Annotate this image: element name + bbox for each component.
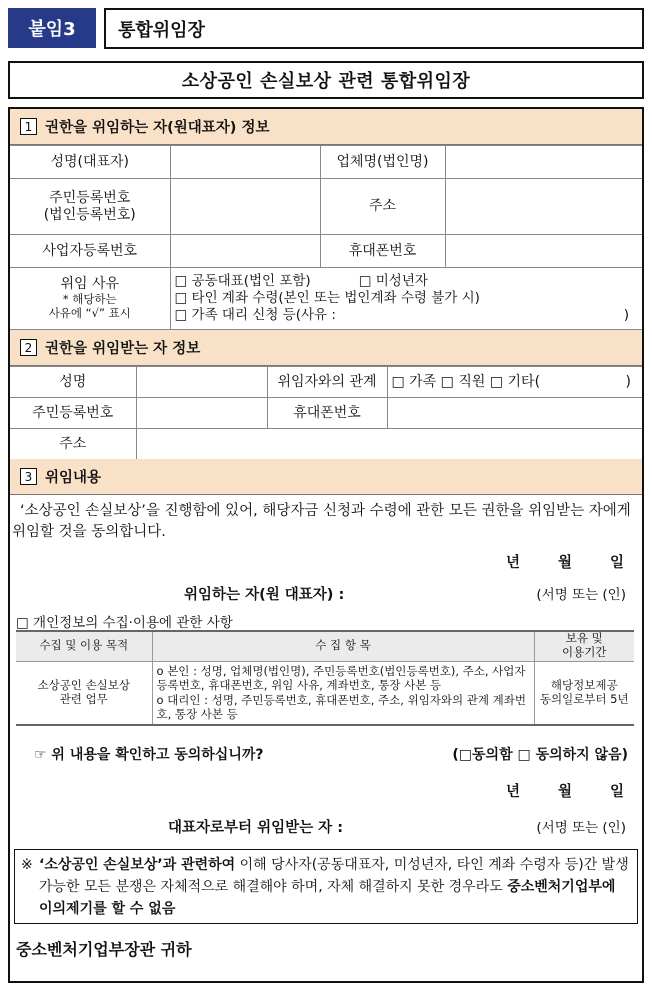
section2-header [10,330,642,366]
privacy-header-purpose: 수집 및 이용 목적 [16,631,152,661]
date-row-1 [10,551,642,572]
delegatee-rrn-label: 주민등록번호 [10,398,136,429]
notice-body: 이해 당사자(공동대표자, 미성년자, 타인 계좌 수령자 등)간 발생 가능한 모든 분쟁은 자체적으로 해결해야 하며, 자체 해결하지 못한 경우라도 [39,857,629,895]
privacy-header-period-2: 이용기간 [562,645,607,660]
delegatee-phone-label: 휴대폰번호 [267,398,387,429]
privacy-purpose-2: 관련 업무 [59,691,108,706]
privacy-purpose-cell [16,661,152,725]
privacy-period-1: 해당정보제공 [550,677,618,692]
reason-label: 위임 사유 [60,276,120,293]
bizno-label: 사업자등록번호 [10,235,170,268]
privacy-header-period-1: 보유 및 [565,631,603,646]
rrn-label [10,179,170,235]
reason-label-cell [10,268,170,330]
privacy-item-self: o 본인 : 성명, 업체명(법인명), 주민등록번호(법인등록번호), 주소, 사업자등록번호, 휴대폰번호, 위임 사유, 계좌번호, 통장 사본 등 [156,663,526,692]
date-month: 월 [557,555,572,571]
consent-question: ☞ 위 내용을 확인하고 동의하십니까? [34,747,264,763]
section2-title: 권한을 위임받는 자 정보 [45,341,201,357]
rrn-label-line2: (법인등록번호) [43,206,136,223]
date2-day: 일 [609,784,624,800]
delegator-address-field[interactable] [445,179,642,235]
delegatee-info-table [10,366,642,460]
delegator-name-label: 성명(대표자) [10,146,170,179]
section3-number: 3 [20,468,37,485]
delegatee-name-label: 성명 [10,367,136,398]
delegatee-name-field[interactable] [136,367,267,398]
reason-option-minor[interactable]: □ 미성년자 [358,273,428,289]
relation-row [392,374,640,391]
notice-bold-tail: 중소벤처기업부에 이의제기를 할 수 없음 [39,879,616,917]
relation-options [387,367,642,398]
delegator-rrn-field[interactable] [170,179,320,235]
attachment-badge: 붙임3 [8,8,96,48]
delegatee-sign-note: (서명 또는 (인) [536,820,626,836]
reason-option-other-account[interactable]: □ 타인 계좌 수령(본인 또는 법인계좌 수령 불가 시) [174,290,480,306]
consent-options[interactable]: (□동의함 □ 동의하지 않음) [452,747,628,763]
delegator-sign-row [10,583,642,604]
privacy-header-period [534,631,634,661]
company-name-field[interactable] [445,146,642,179]
privacy-period-cell [534,661,634,725]
form-frame [8,107,644,983]
delegator-sign-label: 위임하는 자(원 대표자) : [184,587,345,603]
delegator-phone-label: 휴대폰번호 [320,235,445,268]
delegator-name-field[interactable] [170,146,320,179]
delegatee-phone-field[interactable] [387,398,642,429]
document-title: 소상공인 손실보상 관련 통합위임장 [8,61,644,99]
addressee: 중소벤처기업부장관 귀하 [16,940,192,959]
reason-row-3 [175,307,640,324]
privacy-period-2: 동의일로부터 5년 [539,691,629,706]
relation-label: 위임자와의 관계 [267,367,387,398]
delegation-paragraph: ‘소상공인 손실보상’을 진행함에 있어, 해당자금 신청과 수령에 관한 모든 권한을 위임받는 자에게 위임할 것을 동의합니다. [12,503,631,540]
section1-header [10,109,642,145]
date2-year: 년 [505,784,520,800]
privacy-header-items: 수 집 항 목 [152,631,534,661]
section2-number: 2 [20,339,37,356]
bizno-field[interactable] [170,235,320,268]
relation-option-list[interactable]: □ 가족 □ 직원 □ 기타( [391,373,541,390]
company-name-label: 업체명(법인명) [320,146,445,179]
privacy-items-cell [152,661,534,725]
reason-options [170,268,642,330]
section1-title: 권한을 위임하는 자(원대표자) 정보 [45,120,270,136]
reason-close-paren: ) [623,307,629,323]
section1-number: 1 [20,118,37,135]
delegator-phone-field[interactable] [445,235,642,268]
notice-bold-lead: ‘소상공인 손실보상’과 관련하여 [39,857,236,873]
address-label: 주소 [320,179,445,235]
dispute-notice [14,849,638,924]
consent-row [10,744,642,764]
delegator-sign-note: (서명 또는 (인) [536,587,626,603]
privacy-purpose-1: 소상공인 손실보상 [37,677,131,692]
reason-sub-2: 사유에 “√” 표시 [48,305,131,320]
reason-option-joint[interactable]: □ 공동대표(법인 포함) [174,273,311,289]
date-row-2 [10,780,642,801]
privacy-title: □ 개인정보의 수집·이용에 관한 사항 [16,615,233,631]
delegatee-rrn-field[interactable] [136,398,267,429]
reason-row-1 [175,273,640,290]
delegatee-sign-row [10,816,642,837]
relation-close-paren: ) [625,373,631,390]
date2-month: 월 [557,784,572,800]
section3-title: 위임내용 [45,470,102,486]
delegatee-sign-label: 대표자로부터 위임받는 자 : [168,820,344,836]
section3-header [10,459,642,495]
delegation-paragraph-wrap [10,501,642,543]
reason-option-family[interactable]: □ 가족 대리 신청 등(사유 : [174,307,336,323]
delegator-info-table [10,145,642,330]
rrn-label-line1: 주민등록번호 [49,189,131,206]
delegatee-address-label: 주소 [10,429,136,460]
privacy-table [16,630,634,726]
reason-sub-1: * 해당하는 [62,292,117,307]
delegatee-address-field[interactable] [136,429,642,460]
header-title: 통합위임장 [104,8,644,49]
date-year: 년 [505,555,520,571]
date-day: 일 [609,555,624,571]
notice-mark: ※ [21,857,33,873]
privacy-item-agent: o 대리인 : 성명, 주민등록번호, 휴대폰번호, 주소, 위임자와의 관계 계좌번호, 통장 사본 등 [156,692,526,721]
